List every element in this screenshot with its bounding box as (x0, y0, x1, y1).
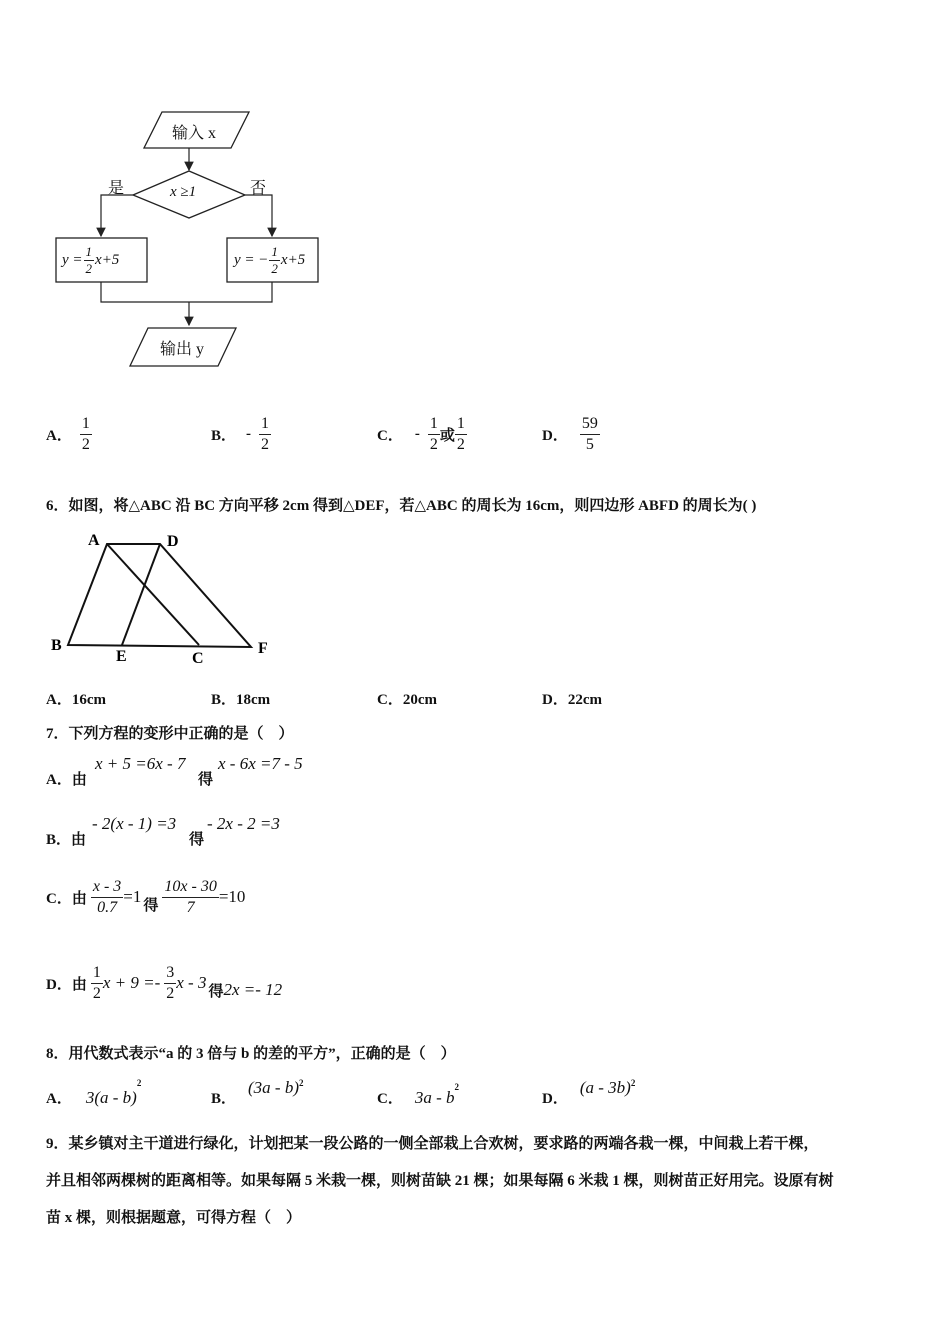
q7-d-to: 2x =- 12 (223, 980, 283, 999)
q5-b-label: B． (211, 427, 237, 444)
q5-b-sign: - (246, 425, 252, 442)
left-frac-num: 1 (85, 243, 93, 259)
q7-c-eq1: =1 (123, 887, 142, 906)
q6-option-b: B．18cm (211, 692, 271, 708)
q7-d-frac1 (91, 963, 103, 1004)
q5-c-label: C． (377, 427, 403, 444)
q7-d-frac2 (164, 963, 176, 1004)
q7-d-mid: x + 9 =- (102, 973, 161, 992)
q8-a-expr: 3(a - b) (85, 1088, 137, 1107)
q7-question: 7．下列方程的变形中正确的是（ ） (46, 726, 294, 742)
q5-d-den: 5 (585, 435, 594, 453)
q9-question (46, 1126, 916, 1237)
left-fraction (84, 244, 95, 277)
q7-c-de: 得 (143, 897, 159, 914)
q5-c-sign: - (414, 425, 420, 442)
q5-c-num2: 1 (455, 414, 467, 435)
q7-a-de: 得 (198, 772, 214, 788)
q7-c-eq2: =10 (218, 887, 246, 906)
right-fraction (269, 244, 280, 277)
q5-d-label: D． (542, 427, 568, 444)
q7-c-den2: 7 (186, 898, 195, 916)
q8-question: 8．用代数式表示“a 的 3 倍与 b 的差的平方”，正确的是（ ） (46, 1046, 456, 1062)
flow-right-formula (234, 240, 305, 280)
q7-b-to: - 2x - 2 =3 (207, 814, 280, 833)
q6-label-a: A (88, 532, 100, 549)
q5-c-den1: 2 (429, 435, 438, 453)
q5-c-num1: 1 (428, 414, 440, 435)
q5-option-d (542, 410, 600, 458)
flow-yes-label: 是 (108, 180, 125, 197)
q6-figure (40, 528, 280, 668)
q8-d-expr: (a - 3b) (579, 1078, 631, 1097)
q8-option-a (46, 1078, 141, 1108)
flow-left-formula (62, 240, 119, 280)
q6-label-b: B (51, 637, 62, 654)
q6-label-e: E (116, 648, 127, 665)
q8-a-sup: 2 (136, 1078, 142, 1088)
q8-d-sup: 2 (630, 1078, 636, 1088)
q9-line2: 并且相邻两棵树的距离相等。如果每隔 5 米栽一棵，则树苗缺 21 棵；如果每隔 6 米栽 1 棵，则树苗正好用完。设原有树 (46, 1173, 834, 1189)
right-formula-suffix: x+5 (280, 251, 306, 268)
left-formula-suffix: x+5 (95, 251, 120, 268)
q8-c-sup: 2 (454, 1082, 460, 1092)
q7-option-d (46, 958, 282, 1008)
q7-a-label: A．由 (46, 772, 87, 788)
q6-label-c: C (192, 650, 204, 667)
left-frac-den: 2 (85, 260, 93, 276)
q7-c-num2: 10x - 30 (162, 877, 218, 898)
q6-label-d: D (167, 533, 179, 550)
q5-option-c (377, 410, 467, 458)
q8-b-label: B． (211, 1091, 237, 1107)
q5-a-frac (80, 414, 92, 455)
q7-a-to: x - 6x =7 - 5 (218, 754, 303, 773)
q8-b-sup: 2 (299, 1078, 304, 1088)
q7-b-de: 得 (189, 832, 205, 848)
q7-d-label: D．由 (46, 976, 87, 993)
q5-d-frac (580, 414, 600, 455)
q7-a-from: x + 5 =6x - 7 (95, 754, 186, 773)
q5-c-or: 或 (439, 427, 455, 444)
q7-d-tail: x - 3 (176, 973, 207, 992)
q7-d-num1: 1 (91, 963, 103, 984)
q5-b-den: 2 (261, 435, 270, 453)
q6-label-f: F (258, 640, 268, 657)
q9-line3: 苗 x 棵，则根据题意，可得方程（ ） (46, 1210, 302, 1226)
q7-option-c (46, 872, 245, 922)
right-frac-num: 1 (271, 243, 278, 259)
q7-c-num1: x - 3 (91, 877, 123, 898)
q5-b-num: 1 (259, 414, 271, 435)
flow-no-label: 否 (250, 180, 267, 197)
q7-c-frac1 (91, 877, 123, 918)
q7-d-den2: 2 (166, 984, 175, 1002)
q5-c-den2: 2 (456, 435, 465, 453)
q6-option-c: C．20cm (377, 692, 437, 708)
q7-d-num2: 3 (164, 963, 176, 984)
q5-a-den: 2 (81, 435, 90, 453)
q7-c-label: C．由 (46, 890, 87, 907)
q6-option-d: D．22cm (542, 692, 602, 708)
q5-c-frac1 (428, 414, 440, 455)
q7-b-label: B．由 (46, 832, 87, 848)
q8-d-label: D． (542, 1091, 568, 1107)
q7-d-de: 得 (208, 983, 224, 1000)
q5-c-frac2 (455, 414, 467, 455)
q8-a-label: A． (46, 1091, 72, 1107)
q8-option-c (377, 1078, 459, 1108)
q5-b-frac (259, 414, 271, 455)
flow-condition-text: x ≥1 (170, 184, 197, 200)
right-frac-den: 2 (271, 260, 278, 276)
flow-input-text: 输入 x (172, 125, 217, 142)
q6-question: 6．如图，将△ABC 沿 BC 方向平移 2cm 得到△DEF，若△ABC 的周长为 16cm，则四边形 ABFD 的周长为( ) (46, 498, 757, 514)
q8-c-expr: 3a - b (414, 1088, 455, 1107)
q5-a-label: A． (46, 427, 72, 444)
q7-b-from: - 2(x - 1) =3 (92, 814, 177, 833)
q5-option-a (46, 410, 92, 458)
q7-c-frac2 (162, 877, 218, 918)
q8-option-d (542, 1078, 635, 1108)
flow-output-text: 输出 y (160, 341, 205, 358)
q5-a-num: 1 (80, 414, 92, 435)
q9-line1: 9．某乡镇对主干道进行绿化，计划把某一段公路的一侧全部栽上合欢树，要求路的两端各栽一棵，中间栽上若干棵， (46, 1136, 819, 1152)
q5-d-num: 59 (580, 414, 600, 435)
flowchart (0, 0, 950, 400)
q6-option-a: A．16cm (46, 692, 106, 708)
q7-d-den1: 2 (92, 984, 101, 1002)
q7-c-den1: 0.7 (97, 898, 118, 916)
q5-option-b (211, 410, 271, 458)
left-formula-prefix: y = (62, 251, 83, 268)
q8-c-label: C． (377, 1091, 403, 1107)
right-formula-prefix: y = − (234, 251, 269, 268)
q8-b-expr: (3a - b) (248, 1078, 299, 1097)
q8-option-b (211, 1078, 304, 1108)
